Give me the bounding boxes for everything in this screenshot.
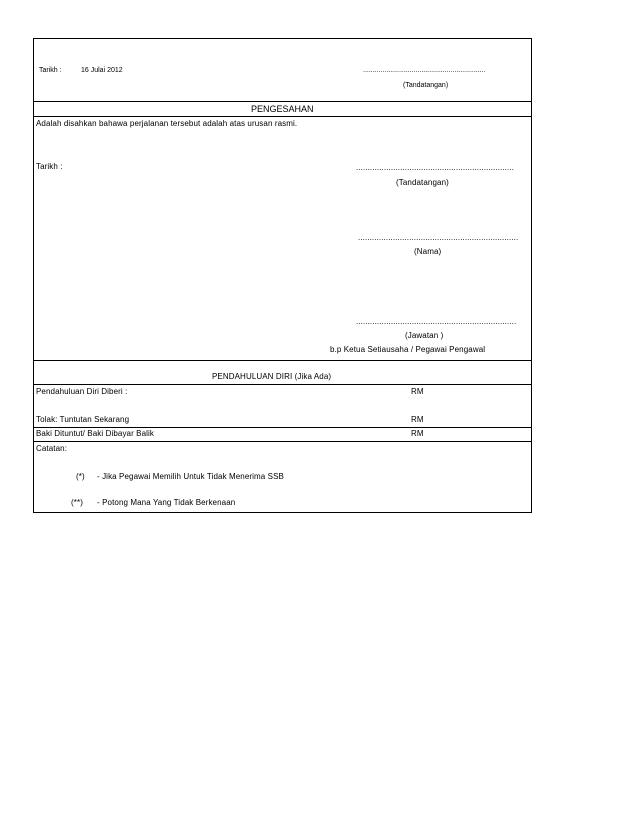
divider <box>34 360 531 361</box>
claim-form <box>33 38 532 513</box>
catatan-heading: Catatan: <box>36 444 68 453</box>
advance-given-currency: RM <box>411 387 424 396</box>
balance-currency: RM <box>411 429 424 438</box>
pengesahan-statement: Adalah disahkan bahawa perjalanan tersebut adalah atas urusan rasmi. <box>36 119 298 128</box>
current-claim-currency: RM <box>411 415 424 424</box>
top-signature-label: (Tandatangan) <box>403 82 449 89</box>
current-claim-label: Tolak: Tuntutan Sekarang <box>36 415 130 424</box>
advance-given-label: Pendahuluan Diri Diberi : <box>36 387 128 396</box>
pengesahan-date-label: Tarikh : <box>36 162 63 171</box>
divider <box>34 116 531 117</box>
divider <box>34 101 531 102</box>
position-label: (Jawatan ) <box>405 331 444 340</box>
note-mark: (**) <box>71 498 83 507</box>
note-text: - Jika Pegawai Memilih Untuk Tidak Menerima SSB <box>97 472 284 481</box>
top-date-value: 16 Julai 2012 <box>81 67 123 74</box>
pengesahan-signature-label: (Tandatangan) <box>396 178 449 187</box>
name-line: ..................................................................... <box>358 233 519 242</box>
pengesahan-heading: PENGESAHAN <box>251 104 314 114</box>
name-label: (Nama) <box>414 247 442 256</box>
divider <box>34 427 531 428</box>
balance-label: Baki Dituntut/ Baki Dibayar Balik <box>36 429 155 438</box>
note-mark: (*) <box>76 472 85 481</box>
pendahuluan-heading: PENDAHULUAN DIRI (Jika Ada) <box>212 372 332 381</box>
divider <box>34 384 531 385</box>
note-text: - Potong Mana Yang Tidak Berkenaan <box>97 498 236 507</box>
pengesahan-signature-line: .................................................................... <box>356 163 514 172</box>
top-signature-line: ............................................................... <box>363 67 486 74</box>
on-behalf-text: b.p Ketua Setiausaha / Pegawai Pengawal <box>330 345 486 354</box>
top-date-label: Tarikh : <box>39 67 62 74</box>
divider <box>34 441 531 442</box>
position-line: ..................................................................... <box>356 317 517 326</box>
